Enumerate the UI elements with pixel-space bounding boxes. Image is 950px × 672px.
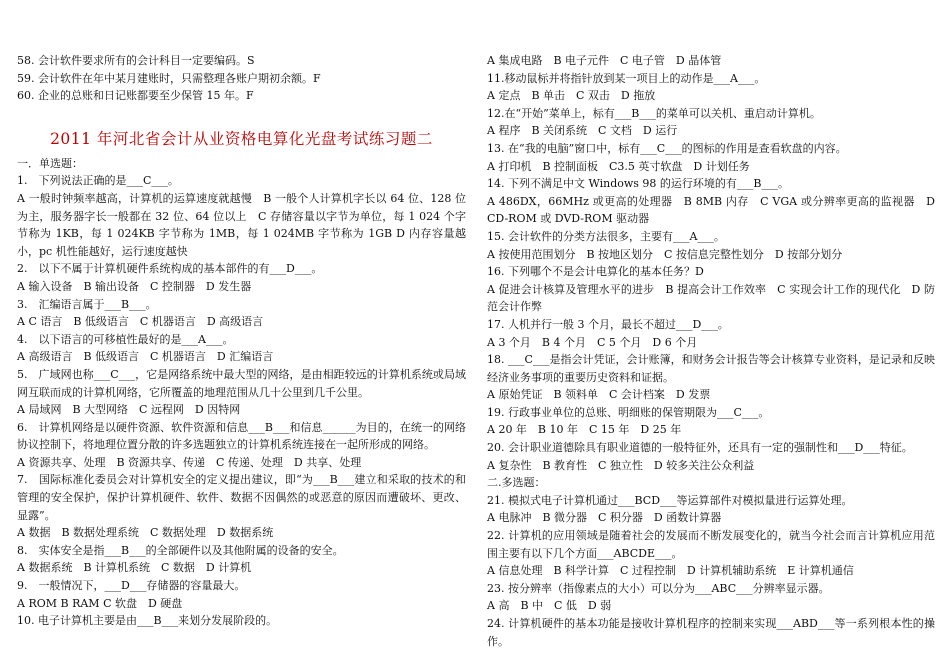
text-line: A 数据 B 数据处理系统 C 数据处理 D 数据系统	[17, 526, 274, 540]
text-line: A 局域网 B 大型网络 C 远程网 D 因特网	[17, 403, 241, 417]
text-line: 59. 会计软件在年中某月建账时，只需整理各账户期初余额。F	[17, 71, 321, 85]
text-line: 21. 模拟式电子计算机通过___BCD___等运算部件对模拟量进行运算处理。	[487, 493, 853, 507]
text-line: 60. 企业的总账和日记账都要至少保管 15 年。F	[17, 89, 254, 103]
text-line: A 信息处理 B 科学计算 C 过程控制 D 计算机辅助系统 E 计算机通信	[487, 564, 854, 578]
text-line: 19. 行政事业单位的总账、明细账的保管期限为___C___。	[487, 405, 770, 419]
text-line: 11.移动鼠标并将指针放到某一项目上的动作是___A___。	[487, 71, 766, 85]
exam-title: 2011 年河北省会计从业资格电算化光盘考试练习题二	[50, 129, 433, 148]
text-line: A 高级语言 B 低级语言 C 机器语言 D 汇编语言	[17, 350, 274, 364]
text-line: 23. 按分辨率（指像素点的大小）可以分为___ABC___分辨率显示器。	[487, 581, 830, 595]
text-line: 一．单选题：	[17, 156, 83, 170]
text-line: A 一般时钟频率越高，计算机的运算速度就越慢 B 一般个人计算机字长以 64 位、128 位为主，服务器字长一般都在 32 位、64 位以上 C 存储容量以字节为单位，每 1 024 个字节称为 1KB，每 1 024KB 字节称为 1MB，每 1 024MB 字节称为 1GB D 内存容量越小，pc 机性能越好，运行速度越快	[17, 191, 466, 258]
text-line: A 复杂性 B 教育性 C 独立性 D 较多关注公众利益	[487, 458, 755, 472]
text-line: A 486DX，66MHz 或更高的处理器 B 8MB 内存 C VGA 或分辨率更高的监视器 D CD-ROM 或 DVD-ROM 驱动器	[487, 194, 935, 226]
text-line: 22. 计算机的应用领域是随着社会的发展而不断发展变化的，就当今社会而言计算机应用范围主要有以下几个方面___ABCDE___。	[487, 529, 935, 560]
text-line: 8. 实体安全是指___B___的全部硬件以及其他附属的设备的安全。	[17, 543, 344, 557]
right-questions	[487, 52, 935, 650]
text-line: A 按使用范围划分 B 按地区划分 C 按信息完整性划分 D 按部分划分	[487, 247, 843, 261]
text-line: A C 语言 B 低级语言 C 机器语言 D 高级语言	[17, 315, 264, 329]
text-line: 58. 会计软件要求所有的会计科目一定要编码。S	[17, 54, 255, 67]
preceding-answers	[17, 52, 466, 105]
text-line: A 定点 B 单击 C 双击 D 拖放	[487, 89, 656, 103]
text-line: 7. 国际标准化委员会对计算机安全的定义提出建议，即“为___B___建立和采取的技术的和管理的安全保护，保护计算机硬件、软件、数据不因偶然的或恶意的原因而遭破坏、更改、显露”。	[17, 473, 466, 522]
text-line: 17. 人机并行一般 3 个月，最长不超过___D___。	[487, 317, 729, 331]
text-line: A 输入设备 B 输出设备 C 控制器 D 发生器	[17, 279, 252, 293]
text-line: A 打印机 B 控制面板 C3.5 英寸软盘 D 计划任务	[487, 159, 750, 173]
left-column	[17, 52, 466, 630]
text-line: A 数据系统 B 计算机系统 C 数据 D 计算机	[17, 561, 252, 575]
text-line: 5. 广域网也称___C___，它是网络系统中最大型的网络，是由相距较远的计算机系统或局域网互联而成的计算机网络，它所覆盖的地理范围从几十公里到几千公里。	[17, 367, 466, 399]
text-line: A 资源共享、处理 B 资源共享、传递 C 传递、处理 D 共享、处理	[17, 455, 362, 469]
text-line: A 20 年 B 10 年 C 15 年 D 25 年	[487, 423, 682, 437]
text-line: 18. ___C___是指会计凭证，会计账簿，和财务会计报告等会计核算专业资料，是记录和反映经济业务事项的重要历史资料和证据。	[487, 353, 935, 384]
text-line: A 集成电路 B 电子元件 C 电子管 D 晶体管	[487, 54, 722, 67]
text-line: 13. 在“我的电脑”窗口中，标有___C___的图标的作用是查看软盘的内容。	[487, 141, 847, 155]
right-column	[487, 52, 935, 650]
left-questions	[17, 155, 466, 630]
text-line: 3. 汇编语言属于___B___。	[17, 297, 157, 311]
text-line: A 3 个月 B 4 个月 C 5 个月 D 6 个月	[487, 335, 698, 349]
text-line: A 程序 B 关闭系统 C 文档 D 运行	[487, 124, 678, 138]
text-line: 24. 计算机硬件的基本功能是接收计算机程序的控制来实现___ABD___等一系列根本性的操作。	[487, 617, 935, 648]
text-line: A 电脉冲 B 微分器 C 积分器 D 函数计算器	[487, 511, 722, 525]
text-line: 14. 下列不满足中文 Windows 98 的运行环境的有___B___。	[487, 177, 789, 191]
text-line: 2. 以下不属于计算机硬件系统构成的基本部件的有___D___。	[17, 262, 323, 276]
text-line: A 促进会计核算及管理水平的进步 B 提高会计工作效率 C 实现会计工作的现代化 D 防范会计作弊	[487, 282, 935, 314]
text-line: 10. 电子计算机主要是由___B___来划分发展阶段的。	[17, 614, 278, 628]
text-line: 1. 下列说法正确的是___C___。	[17, 174, 179, 188]
text-line: 6. 计算机网络是以硬件资源、软件资源和信息___B___和信息______为目的，在统一的网络协议控制下，将地理位置分散的许多选题独立的计算机系统连接在一起所形成的网络。	[17, 420, 466, 452]
text-line: 15. 会计软件的分类方法很多，主要有___A___。	[487, 229, 725, 243]
text-line: 20. 会计职业道德除具有职业道德的一般特征外，还具有一定的强制性和___D___特征。	[487, 441, 913, 455]
text-line: 16. 下列哪个不是会计电算化的基本任务？D	[487, 265, 704, 279]
text-line: A ROM B RAM C 软盘 D 硬盘	[17, 596, 183, 610]
text-line: 9. 一般情况下，___D___存储器的容量最大。	[17, 579, 246, 593]
text-line: 二.多选题：	[487, 476, 546, 490]
text-line: 4. 以下语言的可移植性最好的是___A___。	[17, 332, 234, 346]
text-line: 12.在“开始”菜单上，标有___B___的菜单可以关机、重启动计算机。	[487, 106, 821, 120]
text-line: A 原始凭证 B 领料单 C 会计档案 D 发票	[487, 388, 711, 402]
text-line: A 高 B 中 C 低 D 弱	[487, 599, 612, 613]
